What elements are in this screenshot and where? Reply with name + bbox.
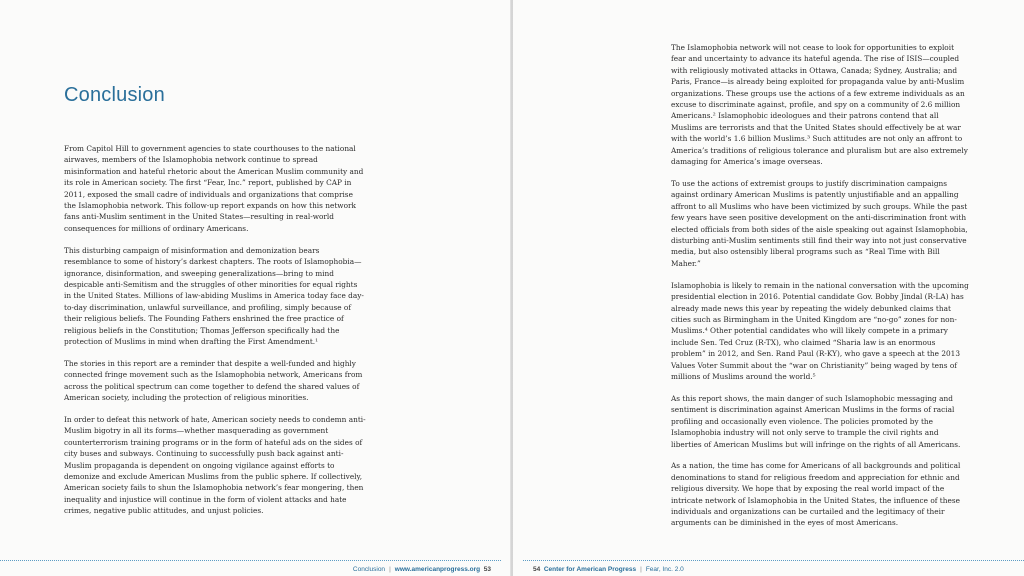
footer-section: Conclusion bbox=[352, 566, 386, 573]
footer-separator: | bbox=[640, 566, 642, 573]
paragraph: To use the actions of extremist groups to justify discrimination campaigns against ordinary American Muslims is patently unjustifiable and an appalling affront to all Muslims who have been victimized by such groups. While the past few years have seen positive development on the anti-discrimination front with elected officials from both sides of the aisle speaking out against Islamophobia, disturbing anti-Muslim sentiments still find their way into not just conservative media, but also ostensibly liberal programs such as “Real Time with Bill Maher.” bbox=[671, 178, 968, 268]
paragraph: This disturbing campaign of misinformation and demonization bears resemblance to some of history’s darkest chapters. The roots of Islamophobia—ignorance, disinformation, and sweeping generalizations—bring to mind despicable anti-Semitism and the struggles of other minorities for equal rights in the United States. Millions of law-abiding Muslims in America today face day-to-day discrimination, unlawful surveillance, and profiling, simply because of their religious beliefs. The Founding Fathers enshrined the free practice of religious beliefs in the Constitution; Thomas Jefferson specifically had the protection of Muslims in mind when drafting the First Amendment.¹ bbox=[64, 245, 364, 346]
right-body-column bbox=[671, 42, 971, 539]
paragraph: The Islamophobia network will not cease to look for opportunities to exploit fear and uncertainty to advance its hateful agenda. The rise of ISIS—coupled with religiously motivated attacks in Ottawa, Canada; Sydney, Australia; and Paris, France—is already being exploited for propaganda value by anti-Muslim organizations. These groups use the actions of a few extreme individuals as an excuse to discriminate against, profile, and spy on a community of 2.6 million Americans.² Islamophobic ideologues and their patrons contend that all Muslims are terrorists and that the United States should effectively be at war with the world’s 1.6 billion Muslims.³ Such attitudes are not only an affront to America’s traditions of religious tolerance and pluralism but are also extremely damaging for America’s image overseas. bbox=[671, 43, 968, 167]
footer-page-number: 54 bbox=[533, 566, 541, 573]
left-page bbox=[0, 0, 511, 576]
page-heading: Conclusion bbox=[64, 84, 165, 106]
footer-page-number: 53 bbox=[483, 566, 491, 573]
right-footer-text bbox=[533, 566, 684, 573]
left-body-column bbox=[64, 143, 366, 527]
footer-title: Fear, Inc. 2.0 bbox=[645, 566, 684, 573]
footer-rule bbox=[523, 560, 1024, 562]
footer-separator: | bbox=[389, 566, 391, 573]
left-footer bbox=[0, 546, 511, 576]
footer-org: Center for American Progress bbox=[543, 566, 637, 573]
paragraph: As this report shows, the main danger of such Islamophobic messaging and sentiment is discrimination against American Muslims in the forms of racial profiling and occasionally even violence. The policies promoted by the Islamophobia industry will not only serve to trample the civil rights and liberties of American Muslims but will infringe on the rights of all Americans. bbox=[671, 393, 961, 449]
right-page bbox=[513, 0, 1024, 576]
right-footer bbox=[513, 546, 1024, 576]
paragraph: From Capitol Hill to government agencies to state courthouses to the national airwaves, members of the Islamophobia network continue to spread misinformation and hateful rhetoric about the American Muslim community and its role in American society. The first “Fear, Inc.” report, published by CAP in 2011, exposed the small cadre of individuals and organizations that comprise the Islamophobia network. This follow-up report expands on how this network fans anti-Muslim sentiment in the United States—resulting in real-world consequences for millions of ordinary Americans. bbox=[64, 144, 364, 233]
footer-site: www.americanprogress.org bbox=[394, 566, 481, 573]
paragraph: In order to defeat this network of hate, American society needs to condemn anti-Muslim bigotry in all its forms—whether masquerading as government counterterrorism training programs or in the form of hateful ads on the sides of city buses and subways. Continuing to successfully push back against anti-Muslim propaganda is dependent on ongoing vigilance against efforts to demonize and exclude American Muslims from the public sphere. If collectively, American society fails to shun the Islamophobia network’s fear mongering, then inequality and injustice will continue in the form of violent attacks and hate crimes, negative public attitudes, and unjust policies. bbox=[64, 415, 366, 516]
paragraph: The stories in this report are a reminder that despite a well-funded and highly connected fringe movement such as the Islamophobia network, Americans from across the political spectrum can come together to defend the shared values of American society, including the protection of religious minorities. bbox=[64, 358, 363, 403]
paragraph: Islamophobia is likely to remain in the national conversation with the upcoming presidential election in 2016. Potential candidate Gov. Bobby Jindal (R-LA) has already made news this year by repeating the widely debunked claims that cities such as Birmingham in the United Kingdom are “no-go” zones for non-Muslims.⁴ Other potential candidates who will likely compete in a primary include Sen. Ted Cruz (R-TX), who claimed “Sharia law is an enormous problem” in 2012, and Sen. Rand Paul (R-KY), who gave a speech at the 2013 Values Voter Summit about the “war on Christianity” being waged by tens of millions of Muslims around the world.⁵ bbox=[671, 280, 969, 381]
footer-rule bbox=[0, 560, 501, 562]
paragraph: As a nation, the time has come for Americans of all backgrounds and political denominations to stand for religious freedom and appreciation for ethnic and religious diversity. We hope that by exposing the real world impact of the intricate network of Islamophobia in the United States, the influence of these individuals and organizations can be curtailed and the legitimacy of their arguments can be diminished in the eyes of most Americans. bbox=[671, 461, 961, 528]
left-footer-text bbox=[353, 566, 491, 573]
